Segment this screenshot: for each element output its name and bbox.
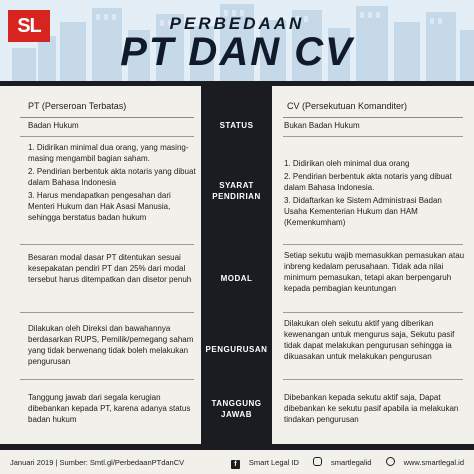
footer-divider xyxy=(0,444,474,450)
list-item: 3. Didaftarkan ke Sistem Administrasi Badan Usaha Kementerian Hukum dan HAM (Kemenkumham) xyxy=(284,196,442,227)
pt-pengurusan-cell: Dilakukan oleh Direksi dan bawahannya berdasarkan RUPS, Pemilik/pemegang saham yang tidak berwenang tidak boleh melakukan pengurusan xyxy=(28,324,194,366)
list-item: 2. Pendirian berbentuk akta notaris yang dibuat dalam Bahasa Indonesia. xyxy=(284,172,452,192)
cv-pengurusan-cell: Dilakukan oleh sekutu aktif yang diberikan kewenangan untuk mengurus saja, Sekutu pasif tidak dapat melakukan pengurusan sehingga ia dikuasakan untuk melakukan pengurusan xyxy=(284,319,455,361)
comparison-table xyxy=(0,86,474,444)
row-divider xyxy=(20,244,194,245)
pt-tanggung-jawab-cell: Tanggung jawab dari segala kerugian dibebankan kepada PT, karena adanya status badan hukum xyxy=(28,393,191,424)
facebook-icon: f xyxy=(231,460,240,469)
website-link[interactable] xyxy=(380,458,464,467)
footer xyxy=(0,452,474,474)
pt-modal-cell: Besaran modal dasar PT ditentukan sesuai kesepakatan pendiri PT dan 25% dari modal tersebut harus ditempatkan dan disetor penuh xyxy=(28,253,192,284)
source-text: Januari 2019 | Sumber: Smtl.gl/PerbedaanPTdanCV xyxy=(10,458,185,467)
facebook-handle: Smart Legal ID xyxy=(248,458,299,467)
list-item: 1. Didirikan minimal dua orang, yang masing-masing mengambil bagian saham. xyxy=(28,143,189,163)
row-divider xyxy=(283,312,463,313)
instagram-icon xyxy=(313,457,322,466)
header xyxy=(0,0,474,86)
instagram-link[interactable] xyxy=(307,458,371,467)
pt-syarat-cell xyxy=(28,142,198,225)
page-title: PT DAN CV xyxy=(120,30,354,74)
website-icon xyxy=(386,457,395,466)
cv-column-heading: CV (Persekutuan Komanditer) xyxy=(283,94,463,118)
list-item: 1. Didirikan oleh minimal dua orang xyxy=(284,159,410,168)
cv-tanggung-jawab-cell: Dibebankan kepada sekutu aktif saja, Dapat dibebankan ke sekutu pasif apabila ia melakukan tindakan pengurusan xyxy=(284,393,459,424)
facebook-link[interactable] xyxy=(225,458,299,467)
website-url: www.smartlegal.id xyxy=(403,458,464,467)
row-divider xyxy=(283,136,463,137)
row-label-modal: MODAL xyxy=(220,274,253,283)
pt-status-cell: Badan Hukum xyxy=(28,121,79,130)
row-label-pengurusan: PENGURUSAN xyxy=(205,345,268,354)
instagram-handle: smartlegalid xyxy=(331,458,372,467)
row-divider xyxy=(20,136,194,137)
cv-syarat-cell xyxy=(284,158,466,230)
social-links xyxy=(219,452,464,474)
row-label-tanggung-jawab: TANGGUNG JAWAB xyxy=(211,399,262,419)
row-label-syarat-pendirian: SYARAT PENDIRIAN xyxy=(212,181,261,201)
cv-status-cell: Bukan Badan Hukum xyxy=(284,121,360,130)
category-column xyxy=(201,86,272,444)
pt-column-heading: PT (Perseroan Terbatas) xyxy=(20,94,194,118)
row-divider xyxy=(20,379,194,380)
list-item: 3. Harus mendapatkan pengesahan dari Menteri Hukum dan Hak Asasi Manusia, sehingga berstatus badan hukum xyxy=(28,191,171,222)
smart-legal-logo: SL xyxy=(8,10,50,42)
row-divider xyxy=(20,312,194,313)
page-subtitle: PERBEDAAN xyxy=(169,14,305,33)
cv-modal-cell: Setiap sekutu wajib memasukkan pemasukan atau inbreng kedalam perusahaan. Tidak ada nilai minimum pemasukan, tetapi akan berpengaruh kepada pembagian keuntungan xyxy=(284,251,465,293)
row-divider xyxy=(283,379,463,380)
list-item: 2. Pendirian berbentuk akta notaris yang dibuat dalam Bahasa Indonesia xyxy=(28,167,196,187)
row-divider xyxy=(283,244,463,245)
row-label-status: STATUS xyxy=(219,121,254,130)
